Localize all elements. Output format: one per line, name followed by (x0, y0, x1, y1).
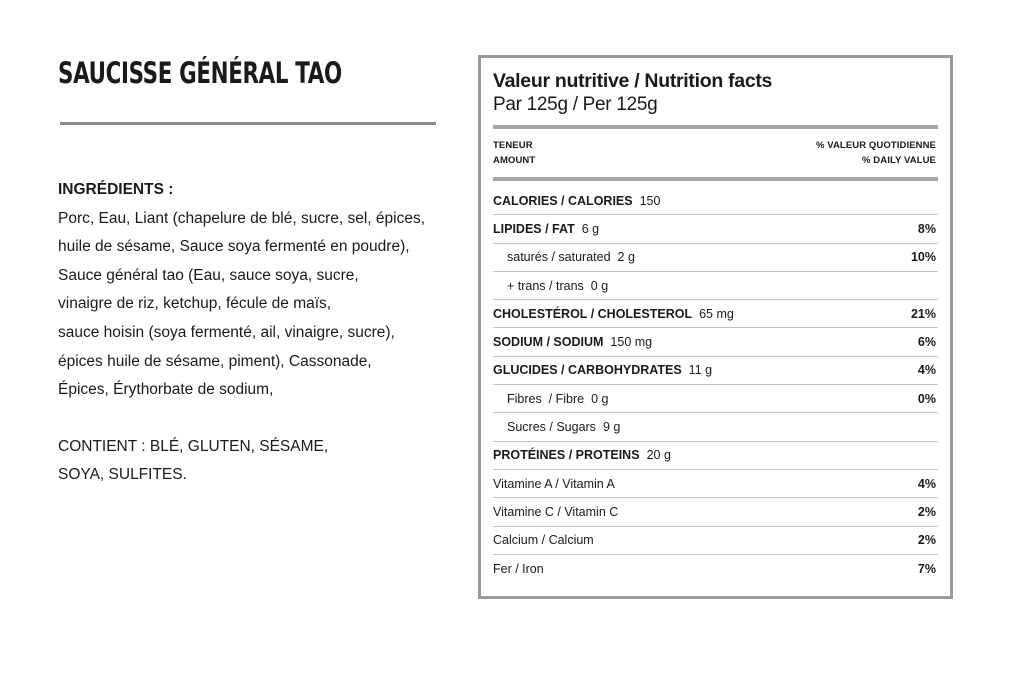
nutrient-row-sodium (493, 328, 938, 356)
nutrient-row-fat (493, 215, 938, 243)
nutrient-daily-value: 4% (917, 363, 936, 378)
nutrient-daily-value: 10% (910, 250, 936, 265)
title-divider (60, 122, 436, 125)
nutrient-daily-value: 2% (917, 504, 936, 519)
daily-value-header-fr: % VALEUR QUOTIDIENNE (815, 140, 936, 151)
nutrient-row-vitamin-c (493, 498, 938, 526)
nutrient-daily-value: 7% (917, 562, 936, 576)
daily-value-header-en: % DAILY VALUE (862, 155, 936, 166)
nutrient-row-fibre (493, 385, 938, 413)
ingredients-section (58, 176, 468, 490)
thick-divider (493, 177, 938, 181)
nutrient-table (493, 187, 938, 583)
ingredients-line: sauce hoisin (soya fermenté, ail, vinaigre, sucre), (58, 323, 395, 341)
nutrient-amount: 11 g (688, 363, 713, 378)
nutrient-row-saturated (493, 244, 938, 272)
nutrient-row-calcium (493, 527, 938, 555)
nutrition-facts-panel (478, 55, 953, 599)
nutrient-row-cholesterol (493, 300, 938, 328)
nutrient-amount: 9 g (602, 420, 621, 435)
serving-size: Par 125g / Per 125g (493, 94, 658, 115)
nutrient-row-sugars (493, 413, 938, 441)
nutrient-daily-value: 0% (917, 391, 936, 406)
amount-header-en: AMOUNT (493, 155, 536, 166)
nutrient-amount: 6 g (581, 221, 600, 236)
ingredients-line: huile de sésame, Sauce soya fermenté en poudre), (58, 238, 410, 256)
nutrient-amount: 20 g (646, 448, 671, 463)
amount-header-fr: TENEUR (493, 140, 533, 151)
nutrient-name: Fer / Iron (493, 562, 544, 576)
nutrient-name: Fibres / Fibre (507, 391, 585, 406)
nutrient-name: PROTÉINES / PROTEINS (493, 448, 640, 463)
nutrient-daily-value: 6% (917, 335, 936, 350)
nutrient-name: Vitamine C / Vitamin C (493, 504, 619, 519)
nutrient-name: Sucres / Sugars (507, 420, 596, 435)
nutrient-row-iron (493, 555, 938, 583)
nutrient-row-trans (493, 272, 938, 300)
nutrient-row-carbohydrates (493, 357, 938, 385)
ingredients-line: Porc, Eau, Liant (chapelure de blé, sucre, sel, épices, (58, 209, 426, 227)
nutrient-name: CALORIES / CALORIES (493, 193, 633, 208)
nutrient-amount: 65 mg (699, 306, 734, 321)
allergen-line: CONTIENT : BLÉ, GLUTEN, SÉSAME, (58, 437, 329, 455)
nutrient-name: Calcium / Calcium (493, 533, 594, 548)
nutrient-row-vitamin-a (493, 470, 938, 498)
ingredients-heading: INGRÉDIENTS : (58, 181, 174, 198)
ingredients-line: épices huile de sésame, piment), Cassonade, (58, 352, 372, 370)
ingredients-line: vinaigre de riz, ketchup, fécule de maïs, (58, 295, 332, 313)
nutrient-name: CHOLESTÉROL / CHOLESTEROL (493, 306, 693, 321)
nutrient-row-calories (493, 187, 938, 215)
nutrient-name: Vitamine A / Vitamin A (493, 476, 615, 491)
nutrient-daily-value: 8% (917, 221, 936, 236)
nutrition-title: Valeur nutritive / Nutrition facts (493, 70, 773, 92)
nutrient-name: saturés / saturated (507, 250, 611, 265)
spacer (58, 405, 468, 433)
thick-divider (493, 125, 938, 129)
nutrient-name: + trans / trans (507, 278, 584, 293)
nutrient-amount: 0 g (591, 391, 609, 406)
nutrient-amount: 0 g (590, 278, 609, 293)
ingredients-line: Sauce général tao (Eau, sauce soya, sucre, (58, 266, 359, 284)
ingredients-line: Épices, Érythorbate de sodium, (58, 381, 274, 399)
nutrient-name: SODIUM / SODIUM (493, 335, 604, 350)
nutrient-row-proteins (493, 442, 938, 470)
nutrient-daily-value: 2% (917, 533, 936, 548)
nutrient-amount: 150 mg (610, 335, 653, 350)
nutrient-amount: 2 g (617, 250, 635, 265)
product-title: SAUCISSE GÉNÉRAL TAO (58, 56, 342, 90)
nutrient-name: LIPIDES / FAT (493, 221, 575, 236)
nutrient-name: GLUCIDES / CARBOHYDRATES (493, 363, 682, 378)
nutrient-daily-value: 21% (910, 306, 936, 321)
allergen-line: SOYA, SULFITES. (58, 466, 187, 484)
nutrient-amount: 150 (639, 193, 661, 208)
nutrient-daily-value: 4% (917, 476, 936, 491)
